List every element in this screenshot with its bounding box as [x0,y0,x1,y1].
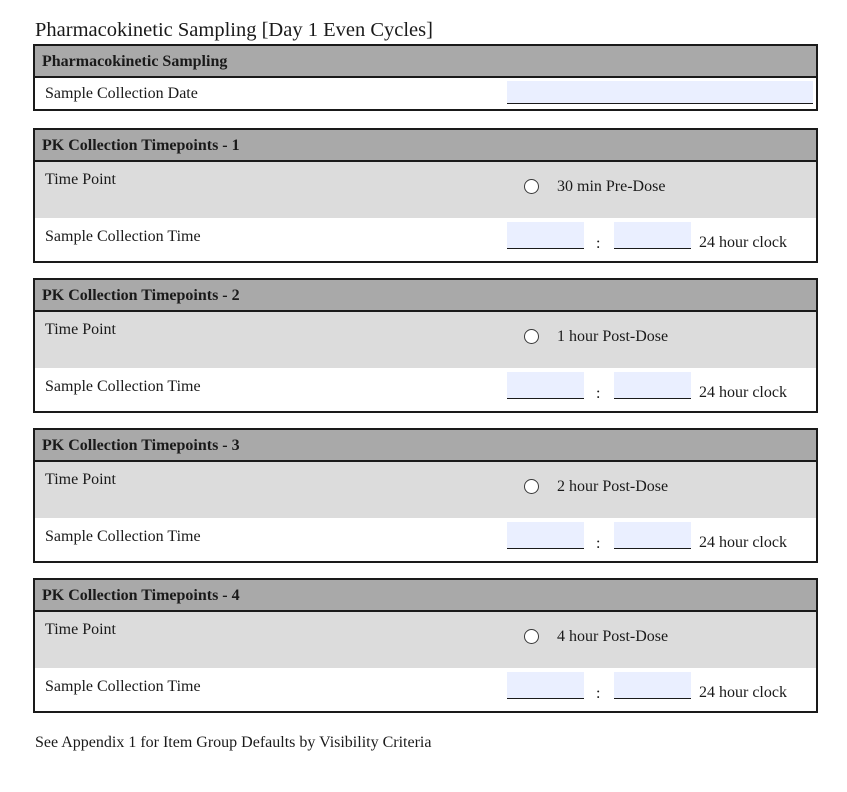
time-point-row [35,462,816,518]
pk-timepoint-header: PK Collection Timepoints - 3 [35,430,816,462]
pk-timepoint-header: PK Collection Timepoints - 4 [35,580,816,612]
time-point-option-label: 2 hour Post-Dose [557,478,669,495]
time-point-option-label: 1 hour Post-Dose [557,328,669,345]
hours-input[interactable] [507,222,584,249]
hours-input[interactable] [507,672,584,699]
pk-timepoint-section-1 [33,128,818,263]
minutes-input[interactable] [614,522,691,549]
sample-collection-time-row [35,368,816,411]
clock-format-note: 24 hour clock [699,684,787,701]
minutes-input[interactable] [614,672,691,699]
clock-format-note: 24 hour clock [699,534,787,551]
pk-timepoint-section-2 [33,278,818,413]
sample-collection-date-row [35,78,816,109]
hours-input[interactable] [507,522,584,549]
pk-timepoint-header: PK Collection Timepoints - 1 [35,130,816,162]
sample-collection-time-label: Sample Collection Time [45,378,201,395]
sampling-header: Pharmacokinetic Sampling [35,46,816,78]
sample-collection-time-row [35,668,816,711]
sample-collection-time-label: Sample Collection Time [45,678,201,695]
sample-collection-time-row [35,518,816,561]
hours-input[interactable] [507,372,584,399]
sample-collection-time-label: Sample Collection Time [45,528,201,545]
pk-timepoint-header: PK Collection Timepoints - 2 [35,280,816,312]
clock-format-note: 24 hour clock [699,234,787,251]
footnote: See Appendix 1 for Item Group Defaults by Visibility Criteria [35,734,432,751]
sampling-section [33,44,818,111]
time-separator: : [596,535,601,552]
clock-format-note: 24 hour clock [699,384,787,401]
time-point-label: Time Point [45,621,116,638]
minutes-input[interactable] [614,222,691,249]
pk-timepoint-section-4 [33,578,818,713]
time-point-option-label: 30 min Pre-Dose [557,178,666,195]
time-point-option-label: 4 hour Post-Dose [557,628,669,645]
sample-collection-date-field[interactable] [507,81,813,104]
time-separator: : [596,385,601,402]
time-separator: : [596,235,601,252]
time-point-radio[interactable] [524,329,539,344]
time-point-label: Time Point [45,171,116,188]
sample-collection-time-row [35,218,816,261]
time-point-label: Time Point [45,321,116,338]
time-point-radio[interactable] [524,179,539,194]
sample-collection-time-label: Sample Collection Time [45,228,201,245]
sample-collection-date-label: Sample Collection Date [45,85,198,102]
pk-timepoint-section-3 [33,428,818,563]
time-point-radio[interactable] [524,479,539,494]
time-point-row [35,162,816,218]
minutes-input[interactable] [614,372,691,399]
page-title: Pharmacokinetic Sampling [Day 1 Even Cycles] [35,19,433,41]
time-separator: : [596,685,601,702]
time-point-radio[interactable] [524,629,539,644]
time-point-label: Time Point [45,471,116,488]
time-point-row [35,312,816,368]
time-point-row [35,612,816,668]
